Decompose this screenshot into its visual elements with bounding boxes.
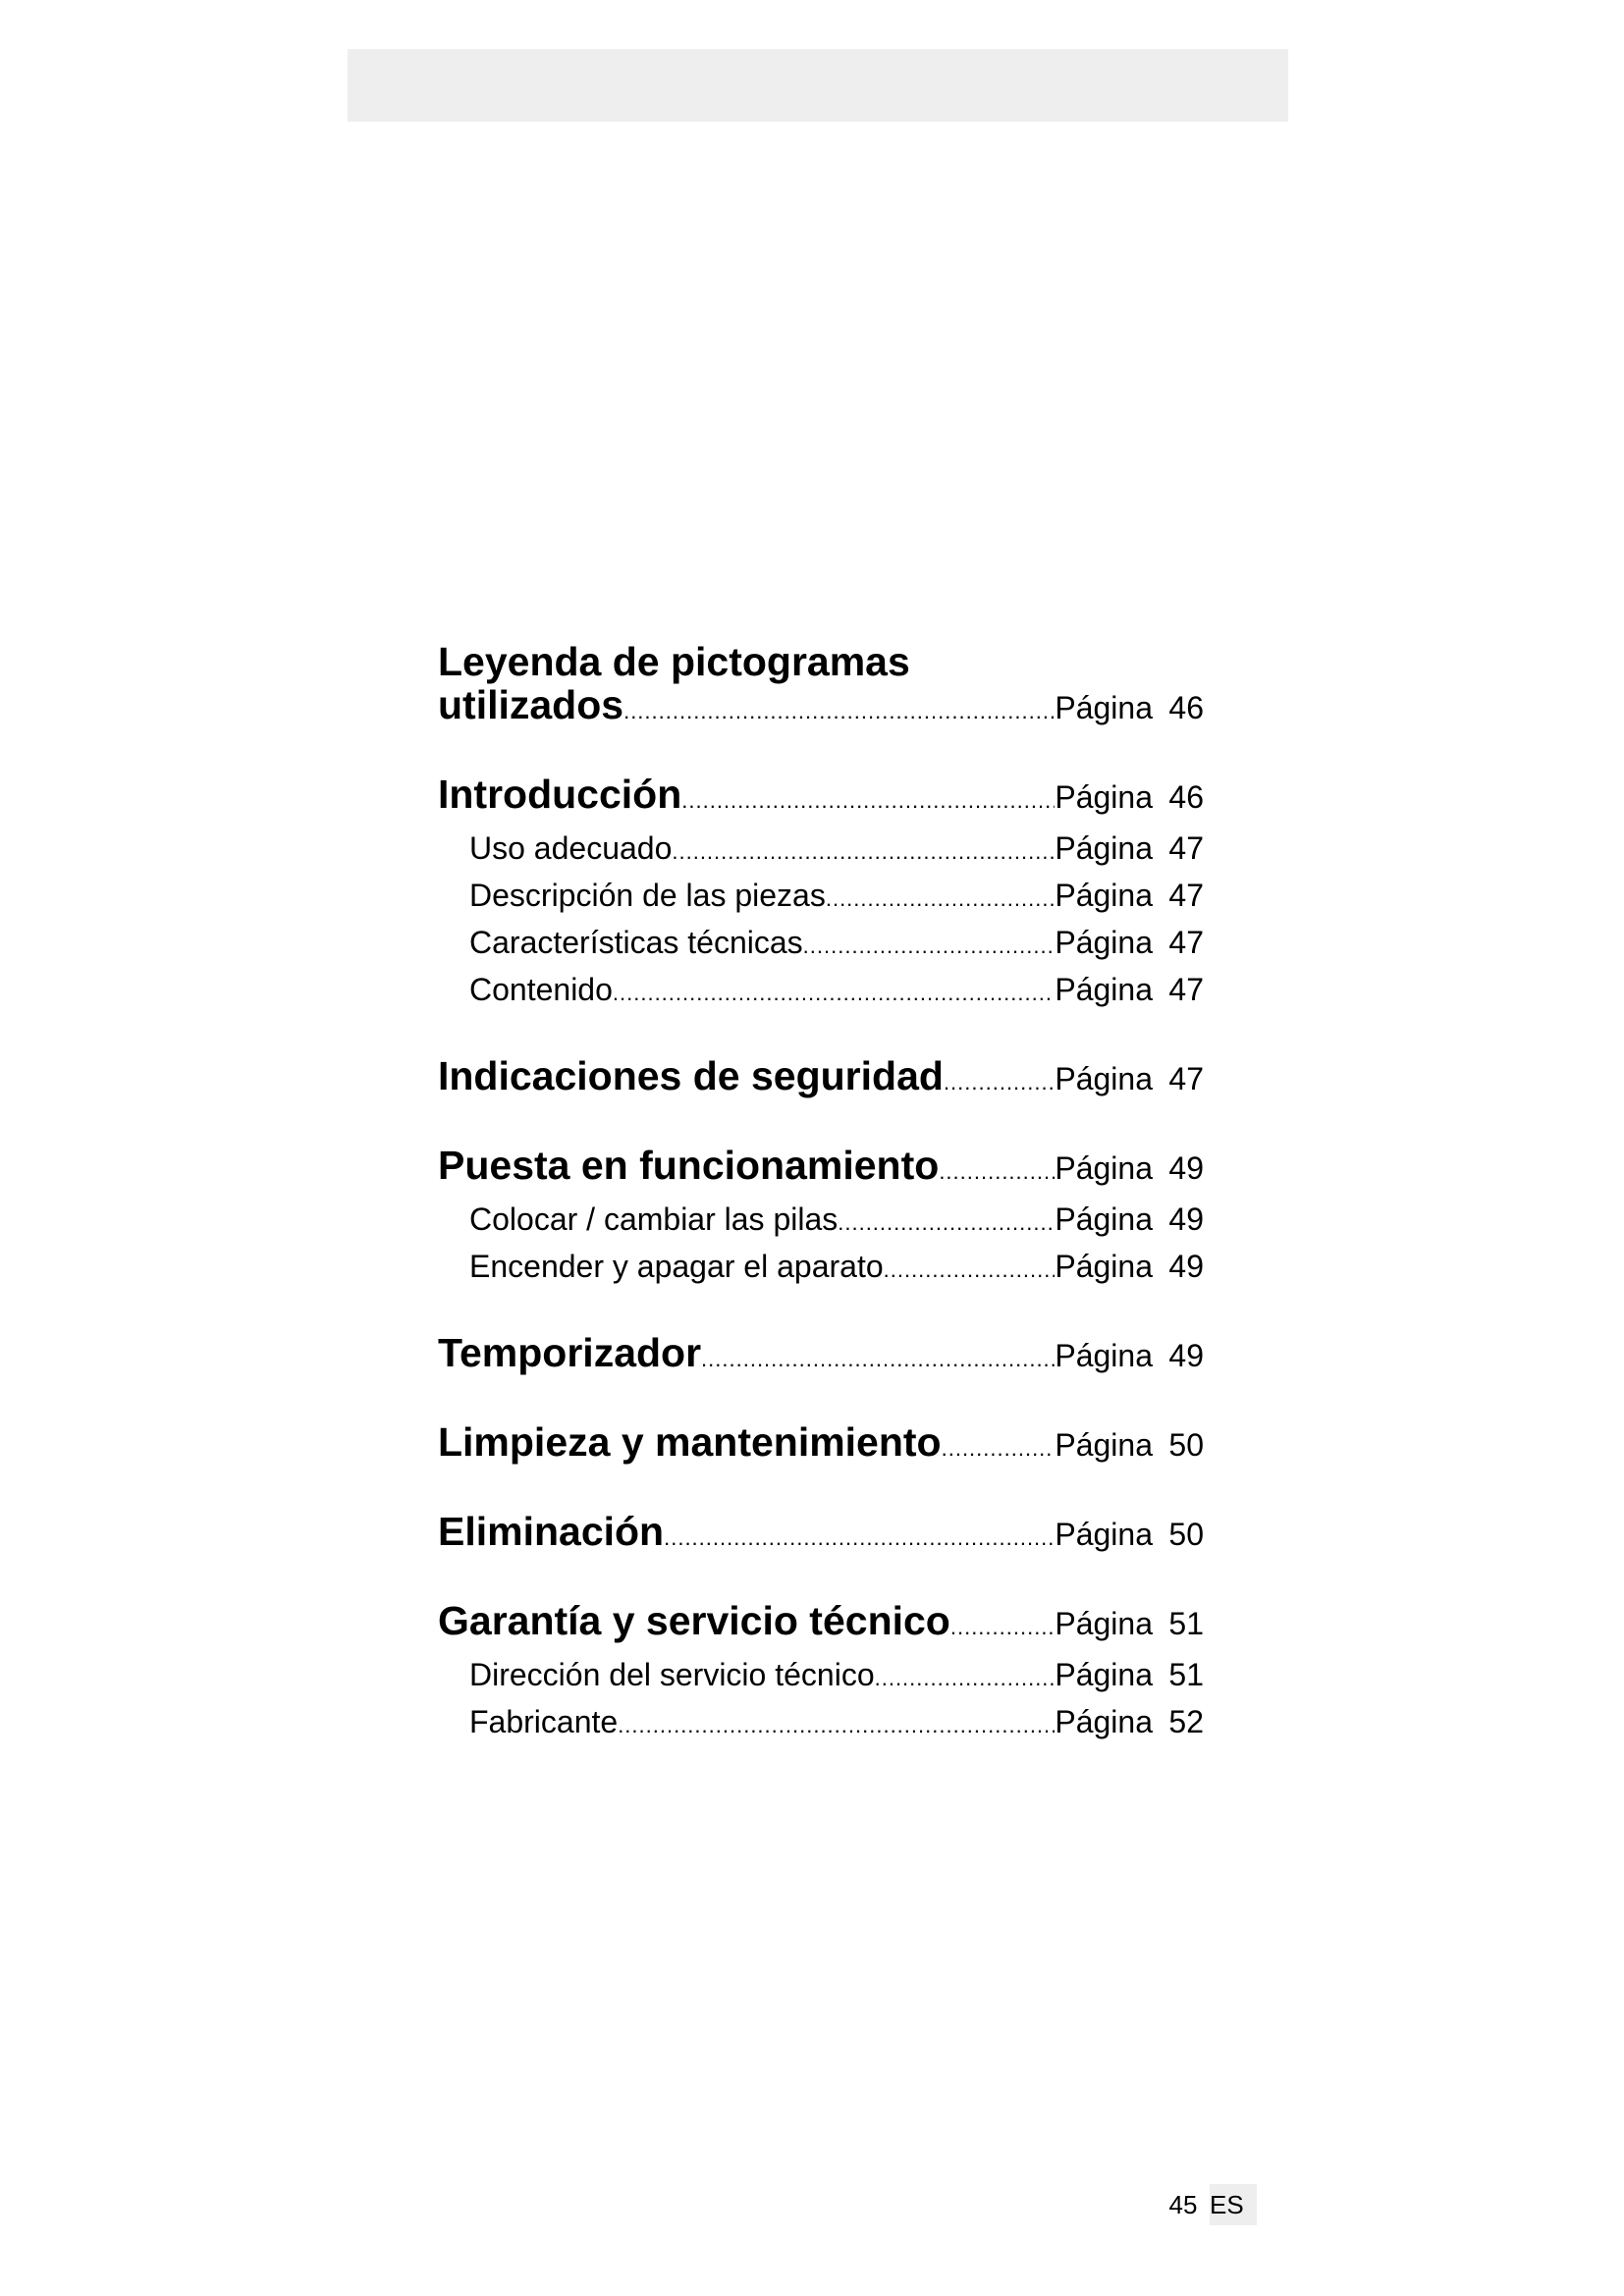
dot-leader [664,1517,1055,1560]
dot-leader [681,779,1055,823]
page-number-ref: 46 [1168,779,1204,815]
toc-section [438,1144,1204,1292]
page-label: Página [1055,779,1153,815]
dot-leader [950,1606,1056,1649]
language-code: ES [1210,2184,1257,2225]
page-label: Página [1055,1249,1153,1284]
page-number-ref: 49 [1168,1150,1204,1186]
page-label: Página [1055,830,1153,866]
toc-subentry-title: Uso adecuado [469,830,673,866]
toc-subentry[interactable] [438,1700,1204,1747]
page-number-ref: 49 [1168,1201,1204,1237]
toc-entry-title: Introducción [438,772,682,817]
toc-subentry-title: Contenido [469,972,613,1007]
page-footer [1157,2184,1257,2225]
dot-leader [944,1061,1055,1104]
toc-entry-title: Limpieza y mantenimiento [438,1419,942,1465]
dot-leader [838,1201,1055,1245]
page-number: 45 [1168,2189,1198,2219]
toc-entry-title: Indicaciones de seguridad [438,1053,944,1098]
page-label: Página [1055,690,1153,725]
page-label: Página [1055,925,1153,960]
toc-entry[interactable] [438,1420,1204,1470]
page-number-ref: 50 [1168,1517,1204,1552]
toc-section [438,640,1204,733]
toc-section [438,1420,1204,1470]
page-label: Página [1055,1704,1153,1739]
page-number-ref: 47 [1168,972,1204,1007]
page-number-ref: 52 [1168,1704,1204,1739]
page-label: Página [1055,1201,1153,1237]
toc-entry-title: utilizados [438,682,624,727]
page-label: Página [1055,1517,1153,1552]
toc-subentry-title: Encender y apagar el aparato [469,1249,884,1284]
toc-entry-title: Garantía y servicio técnico [438,1598,950,1643]
page-number-ref: 49 [1168,1338,1204,1373]
toc-entry[interactable] [438,1331,1204,1381]
page-number-ref: 46 [1168,690,1204,725]
toc-section [438,1331,1204,1381]
toc-subentry-title: Colocar / cambiar las pilas [469,1201,839,1237]
page-number-ref: 47 [1168,830,1204,866]
page-number-ref: 47 [1168,925,1204,960]
toc-entry-title: Eliminación [438,1509,665,1554]
dot-leader [618,1704,1055,1747]
toc-subentry-title: Características técnicas [469,925,803,960]
toc-subentry[interactable] [438,1245,1204,1292]
page-label: Página [1055,1150,1153,1186]
dot-leader [875,1657,1056,1700]
page-number-ref: 47 [1168,878,1204,913]
toc-entry-title: Temporizador [438,1330,702,1375]
page-number-ref: 51 [1168,1657,1204,1692]
toc-entry[interactable] [438,1054,1204,1104]
page-label: Página [1055,878,1153,913]
toc-section [438,1599,1204,1747]
toc-subentry-title: Fabricante [469,1704,619,1739]
toc-subentry[interactable] [438,921,1204,968]
toc-entry-title: Puesta en funcionamiento [438,1143,940,1188]
dot-leader [701,1338,1055,1381]
toc-subentry[interactable] [438,874,1204,921]
dot-leader [613,972,1055,1015]
page-label: Página [1055,1657,1153,1692]
page-label: Página [1055,1338,1153,1373]
toc-entry[interactable] [438,773,1204,823]
toc-subentry[interactable] [438,827,1204,874]
toc-entry[interactable] [438,683,1204,733]
table-of-contents [438,640,1204,1787]
page-number-ref: 49 [1168,1249,1204,1284]
page-label: Página [1055,972,1153,1007]
page-label: Página [1055,1606,1153,1641]
dot-leader [803,925,1056,968]
toc-entry-title-line: Leyenda de pictogramas [438,639,910,684]
dot-leader [884,1249,1056,1292]
page-number-ref: 47 [1168,1061,1204,1096]
dot-leader [826,878,1056,921]
toc-subentry-title: Descripción de las piezas [469,878,826,913]
dot-leader [672,830,1055,874]
toc-entry[interactable] [438,1144,1204,1194]
page-label: Página [1055,1427,1153,1463]
toc-subentry[interactable] [438,1198,1204,1245]
toc-entry[interactable] [438,1510,1204,1560]
dot-leader [942,1427,1056,1470]
dot-leader [623,690,1055,733]
header-bar [348,49,1288,122]
toc-subentry[interactable] [438,1653,1204,1700]
dot-leader [939,1150,1055,1194]
toc-section [438,773,1204,1015]
toc-subentry[interactable] [438,968,1204,1015]
toc-subentry-title: Dirección del servicio técnico [469,1657,875,1692]
page-number-ref: 51 [1168,1606,1204,1641]
toc-section [438,1510,1204,1560]
toc-section [438,1054,1204,1104]
page-number-ref: 50 [1168,1427,1204,1463]
page-label: Página [1055,1061,1153,1096]
toc-entry[interactable] [438,1599,1204,1649]
